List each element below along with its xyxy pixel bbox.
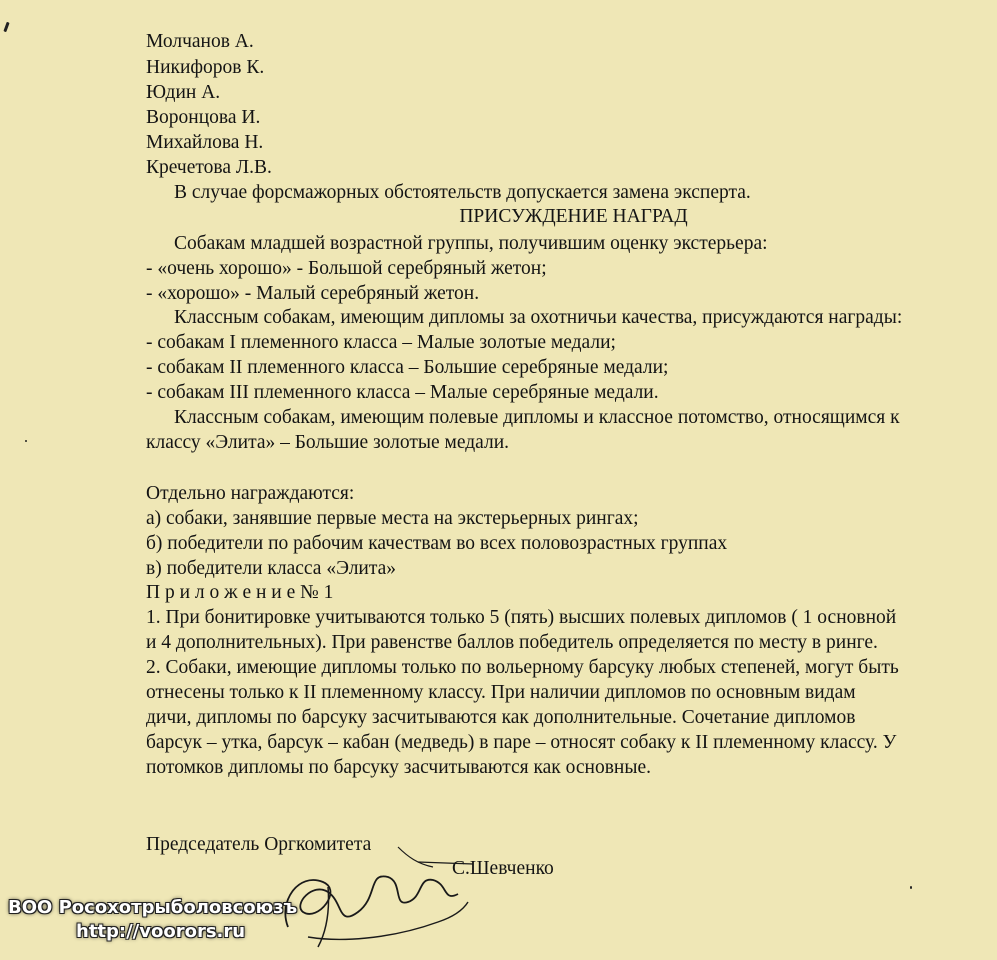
appendix-line: 2. Собаки, имеющие дипломы только по вольерному барсуку любых степеней, могут быть bbox=[146, 657, 899, 678]
class-dogs-intro: Классным собакам, имеющим дипломы за охотничьи качества, присуждаются награды: bbox=[174, 307, 903, 328]
separately-item: в) победители класса «Элита» bbox=[146, 558, 397, 579]
class-award-item: - собакам III племенного класса – Малые серебряные медали. bbox=[146, 382, 659, 403]
appendix-line: отнесены только к II племенному классу. При наличии дипломов по основным видам bbox=[146, 682, 856, 703]
appendix-heading: П р и л о ж е н и е № 1 bbox=[146, 582, 334, 603]
expert-name: Никифоров К. bbox=[146, 57, 265, 78]
appendix-line: потомков дипломы по барсуку засчитываются как основные. bbox=[146, 757, 652, 778]
appendix-line: дичи, дипломы по барсуку засчитываются как дополнительные. Сочетание дипломов bbox=[146, 707, 856, 728]
chairman-name: С.Шевченко bbox=[452, 858, 554, 879]
awards-heading: ПРИСУЖДЕНИЕ НАГРАД bbox=[459, 206, 688, 227]
young-group-item: - «очень хорошо» - Большой серебряный жетон; bbox=[146, 258, 547, 279]
elite-paragraph-line: классу «Элита» – Большие золотые медали. bbox=[146, 432, 510, 453]
appendix-line: и 4 дополнительных). При равенстве баллов победитель определяется по месту в ринге. bbox=[146, 632, 878, 653]
replacement-note: В случае форсмажорных обстоятельств допускается замена эксперта. bbox=[174, 182, 751, 203]
appendix-line: 1. При бонитировке учитываются только 5 (пять) высших полевых дипломов ( 1 основной bbox=[146, 607, 897, 628]
separately-item: а) собаки, занявшие первые места на экстерьерных рингах; bbox=[146, 508, 639, 529]
expert-name: Михайлова Н. bbox=[146, 132, 264, 153]
young-group-intro: Собакам младшей возрастной группы, получившим оценку экстерьера: bbox=[174, 233, 768, 254]
signature-image bbox=[268, 842, 478, 952]
separately-item: б) победители по рабочим качествам во всех половозрастных группах bbox=[146, 533, 728, 554]
watermark-url: http://voorors.ru bbox=[76, 921, 246, 942]
scan-speck bbox=[3, 22, 9, 32]
separately-heading: Отдельно награждаются: bbox=[146, 483, 355, 504]
class-award-item: - собакам I племенного класса – Малые золотые медали; bbox=[146, 332, 616, 353]
expert-name: Кречетова Л.В. bbox=[146, 157, 272, 178]
scan-speck bbox=[25, 440, 27, 442]
expert-name: Воронцова И. bbox=[146, 107, 261, 128]
watermark-org: ВОО Росохотрыболовсоюзъ bbox=[8, 897, 298, 918]
appendix-line: барсук – утка, барсук – кабан (медведь) в паре – относят собаку к II племенному классу. У bbox=[146, 732, 897, 753]
chairman-label: Председатель Оргкомитета bbox=[146, 834, 372, 855]
expert-name: Молчанов А. bbox=[146, 31, 254, 52]
expert-name: Юдин А. bbox=[146, 82, 221, 103]
scan-speck bbox=[910, 886, 912, 889]
young-group-item: - «хорошо» - Малый серебряный жетон. bbox=[146, 283, 480, 304]
class-award-item: - собакам II племенного класса – Большие серебряные медали; bbox=[146, 357, 669, 378]
elite-paragraph-line: Классным собакам, имеющим полевые дипломы и классное потомство, относящимся к bbox=[174, 407, 900, 428]
